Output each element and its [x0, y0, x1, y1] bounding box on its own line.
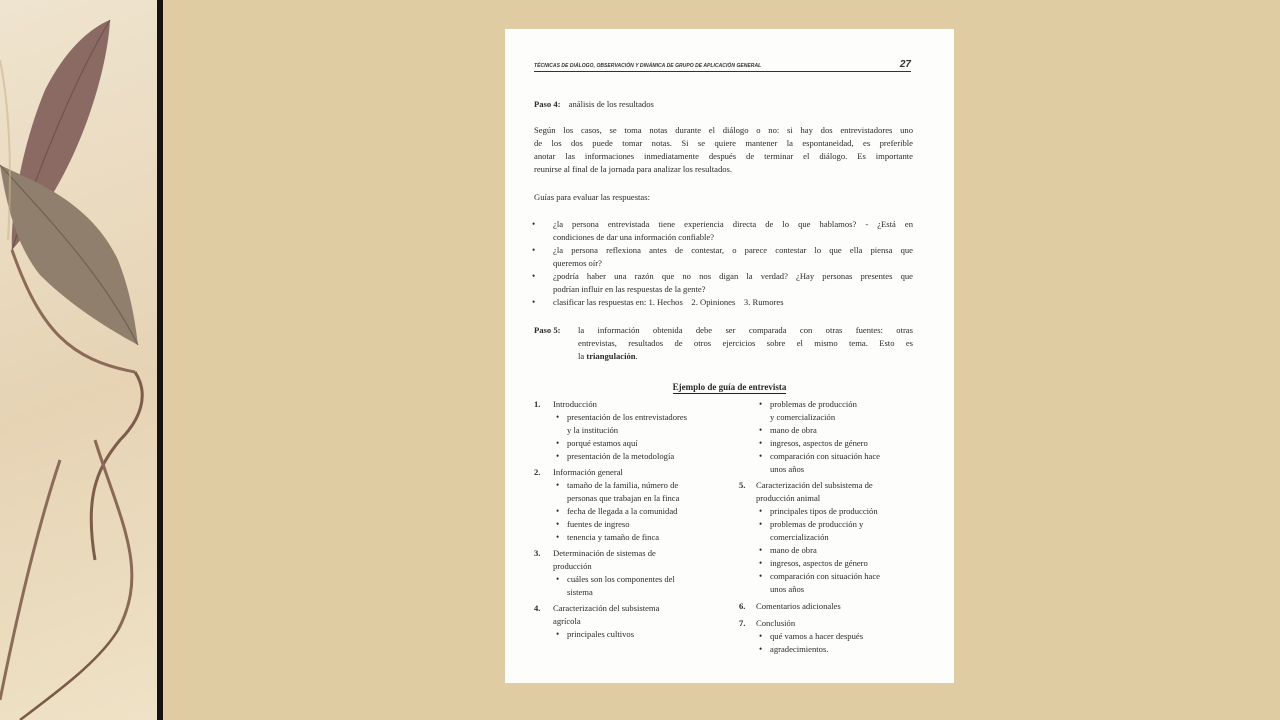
decorative-leaf-panel — [0, 0, 158, 720]
step5-label: Paso 5: — [534, 325, 561, 335]
page-header — [534, 57, 911, 72]
list-item: • mano de obra — [770, 424, 929, 437]
list-item: • ¿podría haber una razón que no nos digan la verdad? ¿Hay personas presentes que podrían influir en las respuestas de la gente? — [553, 270, 913, 296]
list-item: • problemas de producción — [770, 398, 929, 411]
list-item: • qué vamos a hacer después — [770, 630, 929, 643]
list-item: • principales cultivos — [567, 628, 734, 641]
guide-intro: Guías para evaluar las respuestas: — [534, 192, 650, 202]
evaluation-bullet-list — [553, 218, 913, 309]
section-agricola-continued — [739, 398, 929, 476]
section-produccion-animal: 5. Caracterización del subsistema de producción animal • principales tipos de producción • problemas de producción y comercialización • mano de obra • ingresos, aspectos de género • comparación con situación hace unos años — [739, 479, 929, 596]
list-item: • agradecimientos. — [770, 643, 929, 656]
list-item: • comparación con situación hace — [770, 570, 929, 583]
step4-label: Paso 4: — [534, 99, 561, 109]
list-item: • ¿la persona entrevistada tiene experiencia directa de lo que hablamos? - ¿Está en condiciones de dar una información confiable? — [553, 218, 913, 244]
list-item: • porqué estamos aquí — [567, 437, 734, 450]
list-item: • fecha de llegada a la comunidad — [567, 505, 734, 518]
list-item: • ¿la persona reflexiona antes de contestar, o parece contestar lo que ella piensa que queremos oír? — [553, 244, 913, 270]
paragraph-line: Según los casos, se toma notas durante el diálogo o no: si hay dos entrevistadores uno — [534, 125, 913, 135]
list-item: • ingresos, aspectos de género — [770, 437, 929, 450]
leaf-branch-illustration — [0, 0, 158, 720]
list-item: • ingresos, aspectos de género — [770, 557, 929, 570]
section-comentarios: 6. Comentarios adicionales — [739, 601, 841, 611]
list-item-continuation: sistema — [567, 587, 593, 597]
list-item-continuation: personas que trabajan en la finca — [567, 493, 680, 503]
vertical-divider — [157, 0, 163, 720]
guide-example-title: Ejemplo de guía de entrevista — [672, 382, 787, 392]
list-item: • cuáles son los componentes del — [567, 573, 734, 586]
document-page — [505, 29, 954, 683]
list-item: • principales tipos de producción — [770, 505, 929, 518]
list-item: • mano de obra — [770, 544, 929, 557]
paragraph-line: reunirse al final de la jornada para analizar los resultados. — [534, 164, 733, 174]
step4-heading — [534, 98, 654, 111]
page-number: 27 — [899, 59, 911, 70]
step4-paragraph — [534, 124, 913, 176]
list-item-continuation: unos años — [770, 464, 805, 474]
list-item-continuation: y la institución — [567, 425, 619, 435]
list-item-continuation: comercialización — [770, 532, 829, 542]
list-item: • fuentes de ingreso — [567, 518, 734, 531]
section-conclusion: 7. Conclusión • qué vamos a hacer después • agradecimientos. — [739, 617, 929, 656]
section-introduccion: 1. Introducción • presentación de los entrevistadores y la institución • porqué estamos aquí • presentación de la metodología — [534, 398, 734, 463]
paragraph-line: de los dos puede tomar notas. Si se quiere mantener la espontaneidad, es preferible — [534, 138, 913, 148]
list-item: • clasificar las respuestas en: 1. Hechos 2. Opiniones 3. Rumores — [553, 296, 913, 309]
list-item: • tenencia y tamaño de finca — [567, 531, 734, 544]
header-title: TÉCNICAS DE DIÁLOGO, OBSERVACIÓN Y DINÁMICA DE GRUPO DE APLICACIÓN GENERAL — [534, 63, 762, 69]
list-item: • tamaño de la familia, número de — [567, 479, 734, 492]
section-subsistema-agricola: 4. Caracterización del subsistema agrícola • principales cultivos — [534, 602, 734, 641]
paragraph-line: anotar las informaciones inmediatamente después de terminar el diálogo. Es importante — [534, 151, 913, 161]
section-sistemas-produccion: 3. Determinación de sistemas de producción • cuáles son los componentes del sistema — [534, 547, 734, 599]
list-item: • problemas de producción y — [770, 518, 929, 531]
list-item-continuation: y comercialización — [770, 412, 836, 422]
guide-left-column — [534, 398, 734, 641]
list-item-continuation: unos años — [770, 584, 805, 594]
step5-paragraph: la información obtenida debe ser comparada con otras fuentes: otras entrevistas, resultados de otros ejercicios sobre el mismo tema. Esto es la triangulación. — [578, 325, 913, 361]
step4-title: análisis de los resultados — [568, 99, 654, 109]
section-informacion-general: 2. Información general • tamaño de la familia, número de personas que trabajan en la finca • fecha de llegada a la comunidad • fuentes de ingreso • tenencia y tamaño de finca — [534, 466, 734, 544]
list-item: • comparación con situación hace — [770, 450, 929, 463]
list-item: • presentación de la metodología — [567, 450, 734, 463]
guide-right-column — [739, 398, 929, 656]
list-item: • presentación de los entrevistadores — [567, 411, 734, 424]
triangulation-term: triangulación — [586, 351, 636, 361]
